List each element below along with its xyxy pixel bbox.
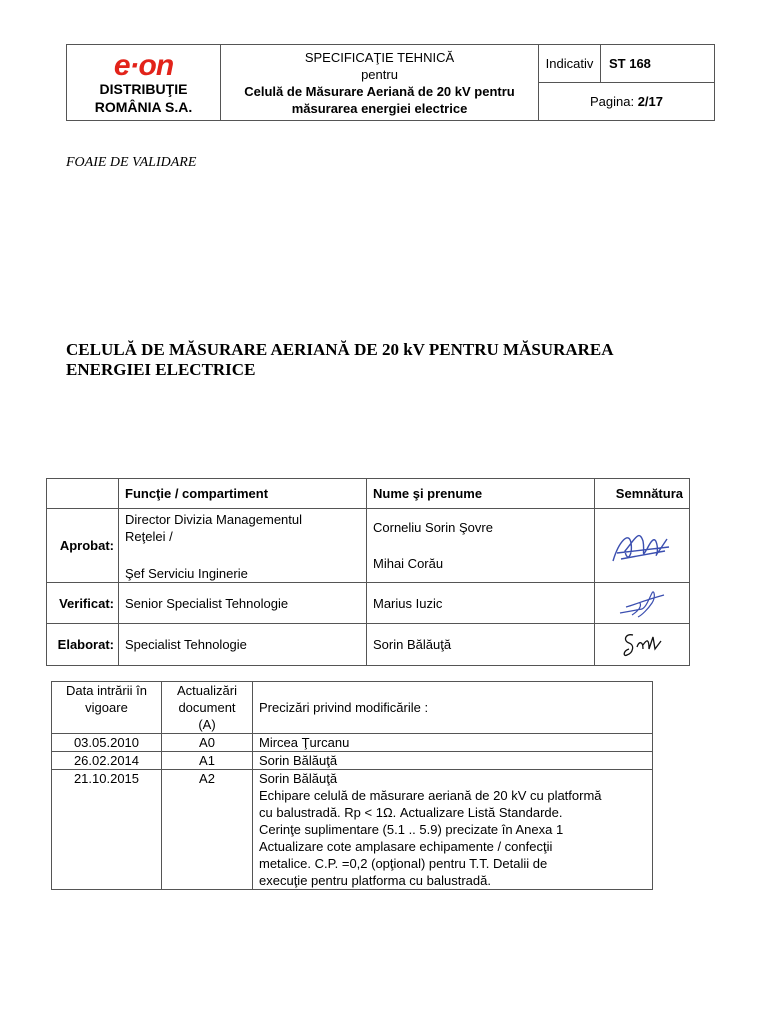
page-label: Pagina: bbox=[589, 94, 635, 109]
approved-function-1b: Reţelei / bbox=[125, 529, 173, 544]
note-line: Sorin Bălăuţă bbox=[259, 771, 338, 786]
verified-signature bbox=[595, 583, 690, 624]
signature-approved-icon bbox=[607, 521, 677, 571]
indicativ-label: Indicativ bbox=[539, 45, 601, 83]
spec-subject-line1: Celulă de Măsurare Aeriană de 20 kV pentru bbox=[244, 83, 515, 99]
revision-date: 21.10.2015 bbox=[52, 770, 162, 890]
main-title-line1: CELULĂ DE MĂSURARE AERIANĂ DE 20 kV PENTRU MĂSURAREA bbox=[66, 340, 614, 359]
approval-header-row bbox=[47, 479, 690, 509]
approved-function-1a: Director Divizia Managementul bbox=[125, 512, 303, 527]
header-name: Nume şi prenume bbox=[367, 479, 595, 509]
revision-notes bbox=[253, 770, 653, 890]
document-label: FOAIE DE VALIDARE bbox=[66, 155, 197, 170]
verified-name: Marius Iuzic bbox=[367, 583, 595, 624]
document-header bbox=[66, 44, 715, 121]
page-number bbox=[539, 83, 715, 121]
approved-signature bbox=[595, 509, 690, 583]
approved-function bbox=[119, 509, 367, 583]
prepared-signature bbox=[595, 624, 690, 666]
company-name-line1: DISTRIBUŢIE bbox=[99, 80, 188, 97]
approved-name-1: Corneliu Sorin Şovre bbox=[373, 520, 493, 535]
indicativ-value: ST 168 bbox=[601, 45, 715, 83]
revision-notes: Mircea Ţurcanu bbox=[253, 734, 653, 752]
approved-names bbox=[367, 509, 595, 583]
header-update-line1: Actualizări bbox=[177, 683, 237, 698]
note-line: metalice. C.P. =0,2 (opţional) pentru T.T. Detalii de bbox=[259, 856, 548, 871]
header-date-line1: Data intrării în bbox=[66, 683, 147, 698]
header-date-line2: vigoare bbox=[85, 700, 128, 715]
revision-notes: Sorin Bălăuţă bbox=[253, 752, 653, 770]
revision-row bbox=[52, 770, 653, 890]
main-title bbox=[66, 340, 706, 380]
header-date bbox=[52, 682, 162, 734]
spec-title: SPECIFICAŢIE TEHNICĂ bbox=[304, 49, 455, 65]
approved-function-2: Şef Serviciu Inginerie bbox=[125, 566, 248, 581]
header-update-line3: (A) bbox=[198, 717, 216, 732]
note-line: Cerinţe suplimentare (5.1 .. 5.9) precizate în Anexa 1 bbox=[259, 822, 564, 837]
revision-code: A2 bbox=[162, 770, 253, 890]
signature-verified-icon bbox=[612, 585, 672, 621]
revision-row bbox=[52, 752, 653, 770]
note-line: cu balustradă. Rp < 1Ω. Actualizare Listă Standarde. bbox=[259, 805, 563, 820]
note-line: Echipare celulă de măsurare aeriană de 20 kV cu platformă bbox=[259, 788, 602, 803]
header-signature: Semnătura bbox=[595, 479, 690, 509]
spec-for: pentru bbox=[361, 66, 398, 82]
spec-title-block bbox=[221, 45, 539, 121]
header-notes: Precizări privind modificările : bbox=[253, 682, 653, 734]
header-function: Funcţie / compartiment bbox=[119, 479, 367, 509]
company-name-line2: ROMÂNIA S.A. bbox=[94, 98, 193, 115]
header-update bbox=[162, 682, 253, 734]
revision-table bbox=[51, 681, 653, 890]
note-line: Actualizare cote amplasare echipamente / confecţii bbox=[259, 839, 553, 854]
verified-function: Senior Specialist Tehnologie bbox=[119, 583, 367, 624]
prepared-name: Sorin Bălăuţă bbox=[367, 624, 595, 666]
revision-date: 03.05.2010 bbox=[52, 734, 162, 752]
revision-code: A0 bbox=[162, 734, 253, 752]
note-line: execuţie pentru platforma cu balustradă. bbox=[259, 873, 491, 888]
prepared-function: Specialist Tehnologie bbox=[119, 624, 367, 666]
revision-row bbox=[52, 734, 653, 752]
eon-logo: e·on bbox=[113, 48, 174, 82]
approved-name-2: Mihai Corău bbox=[373, 556, 444, 571]
empty-header-cell bbox=[47, 479, 119, 509]
revision-code: A1 bbox=[162, 752, 253, 770]
verified-row bbox=[47, 583, 690, 624]
signature-prepared-icon bbox=[617, 627, 667, 663]
approved-row bbox=[47, 509, 690, 583]
spec-subject-line2: măsurarea energiei electrice bbox=[291, 100, 468, 116]
revision-date: 26.02.2014 bbox=[52, 752, 162, 770]
approved-label: Aprobat: bbox=[47, 509, 119, 583]
header-update-line2: document bbox=[178, 700, 236, 715]
prepared-label: Elaborat: bbox=[47, 624, 119, 666]
company-logo-block bbox=[67, 45, 221, 121]
verified-label: Verificat: bbox=[47, 583, 119, 624]
prepared-row bbox=[47, 624, 690, 666]
revision-header-row bbox=[52, 682, 653, 734]
main-title-line2: ENERGIEI ELECTRICE bbox=[66, 360, 256, 379]
approval-table bbox=[46, 478, 690, 666]
page-value: 2/17 bbox=[637, 94, 664, 109]
